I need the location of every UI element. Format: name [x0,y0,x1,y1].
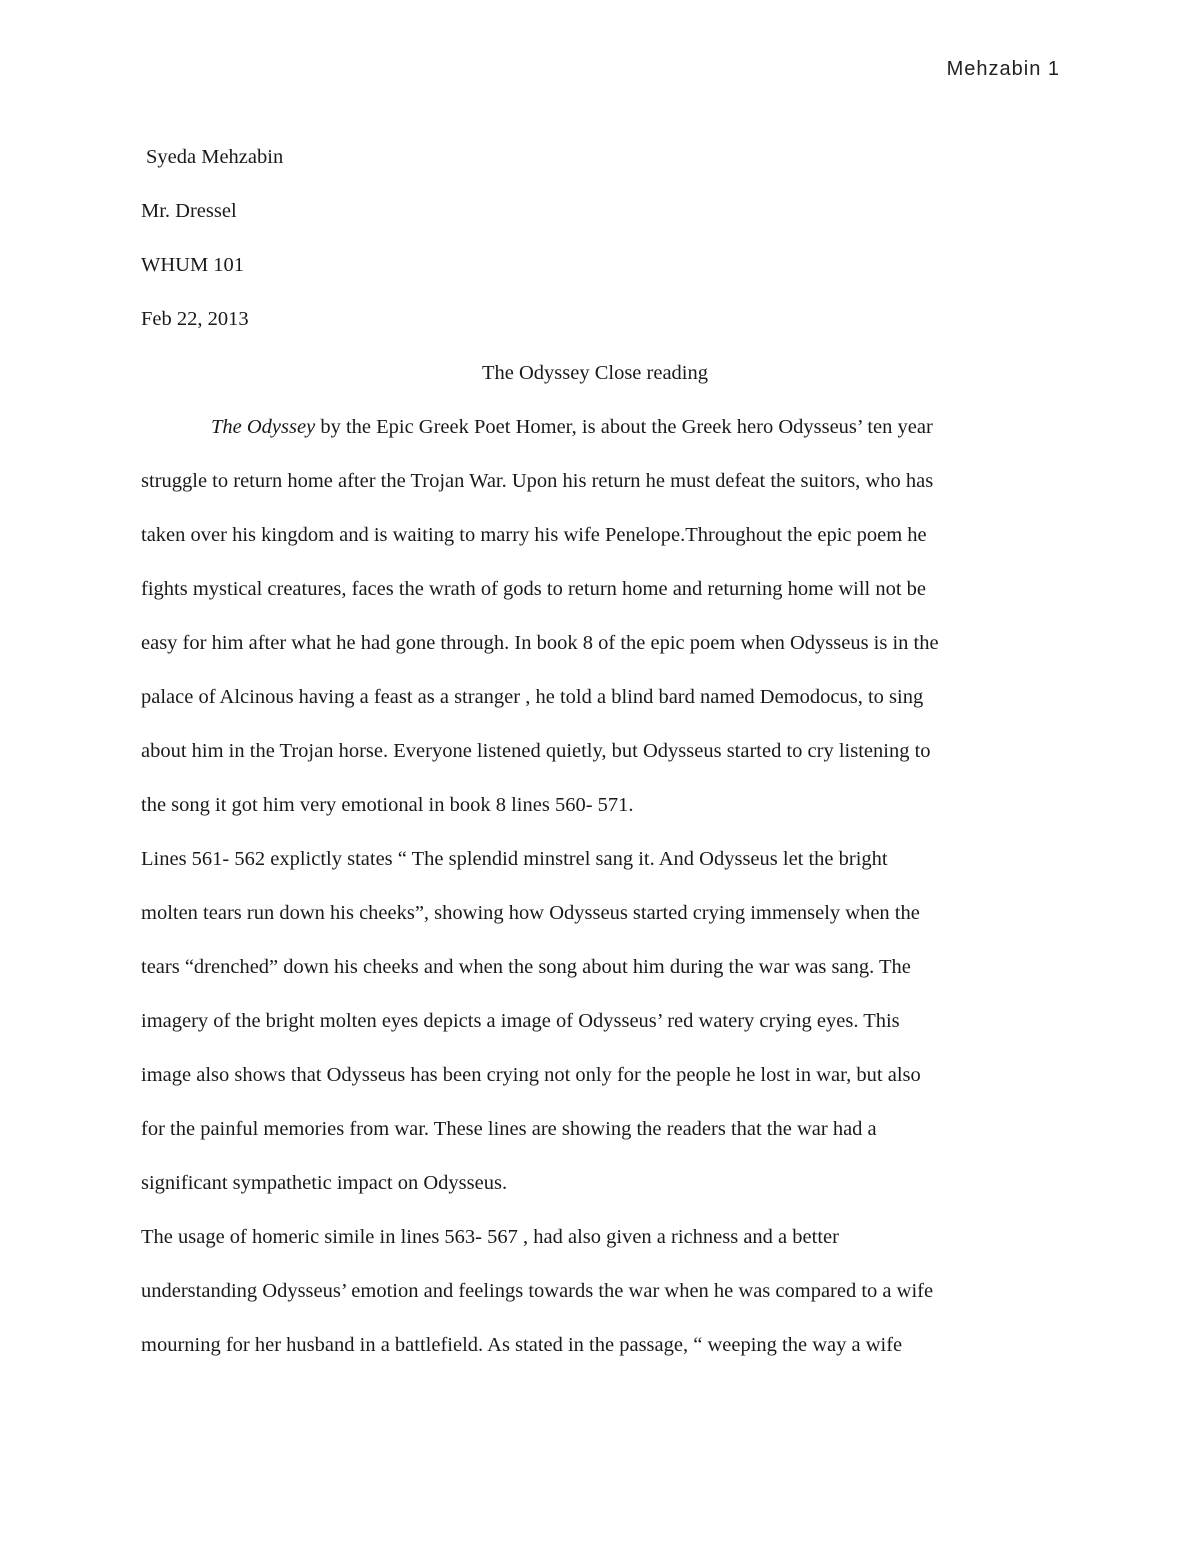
paragraph-1 [141,400,1061,832]
paragraph-line [141,400,1061,454]
paragraph-3 [141,1210,1061,1372]
document-body [141,130,1061,1372]
instructor-name: Mr. Dressel [141,200,237,222]
paragraph-line: understanding Odysseus’ emotion and feelings towards the war when he was compared to a wife [141,1280,934,1302]
paragraph-line: about him in the Trojan horse. Everyone listened quietly, but Odysseus started to cry listening to [141,740,931,762]
paragraph-line: easy for him after what he had gone through. In book 8 of the epic poem when Odysseus is in the [141,632,939,654]
paragraph-line: struggle to return home after the Trojan War. Upon his return he must defeat the suitors, who has [141,470,934,492]
paragraph-line: fights mystical creatures, faces the wrath of gods to return home and returning home will not be [141,578,927,600]
running-head: Mehzabin 1 [946,58,1060,80]
paragraph-line: palace of Alcinous having a feast as a stranger , he told a blind bard named Demodocus, to sing [141,686,924,708]
italic-book-title: The Odyssey [211,416,316,438]
paragraph-line: mourning for her husband in a battlefield. As stated in the passage, “ weeping the way a wife [141,1334,903,1356]
course-name: WHUM 101 [141,254,245,276]
paragraph-line: image also shows that Odysseus has been crying not only for the people he lost in war, but also [141,1064,921,1086]
paragraph-line: for the painful memories from war. These lines are showing the readers that the war had a [141,1118,877,1140]
essay-title: The Odyssey Close reading [481,362,709,384]
line-text: by the Epic Greek Poet Homer, is about the Greek hero Odysseus’ ten year [315,416,933,438]
paragraph-line: molten tears run down his cheeks”, showing how Odysseus started crying immensely when the [141,902,920,924]
paragraph-line: tears “drenched” down his cheeks and when the song about him during the war was sang. The [141,956,911,978]
paragraph-line: Lines 561- 562 explictly states “ The splendid minstrel sang it. And Odysseus let the bright [141,848,888,870]
paragraph-line: significant sympathetic impact on Odysseus. [141,1172,508,1194]
paragraph-line: taken over his kingdom and is waiting to marry his wife Penelope.Throughout the epic poem he [141,524,927,546]
paragraph-line: The usage of homeric simile in lines 563- 567 , had also given a richness and a better [141,1226,839,1248]
author-name: Syeda Mehzabin [146,146,284,168]
paragraph-line: the song it got him very emotional in book 8 lines 560- 571. [141,794,634,816]
date-line: Feb 22, 2013 [141,308,249,330]
paragraph-line: imagery of the bright molten eyes depicts a image of Odysseus’ red watery crying eyes. This [141,1010,900,1032]
paragraph-2 [141,832,1061,1210]
